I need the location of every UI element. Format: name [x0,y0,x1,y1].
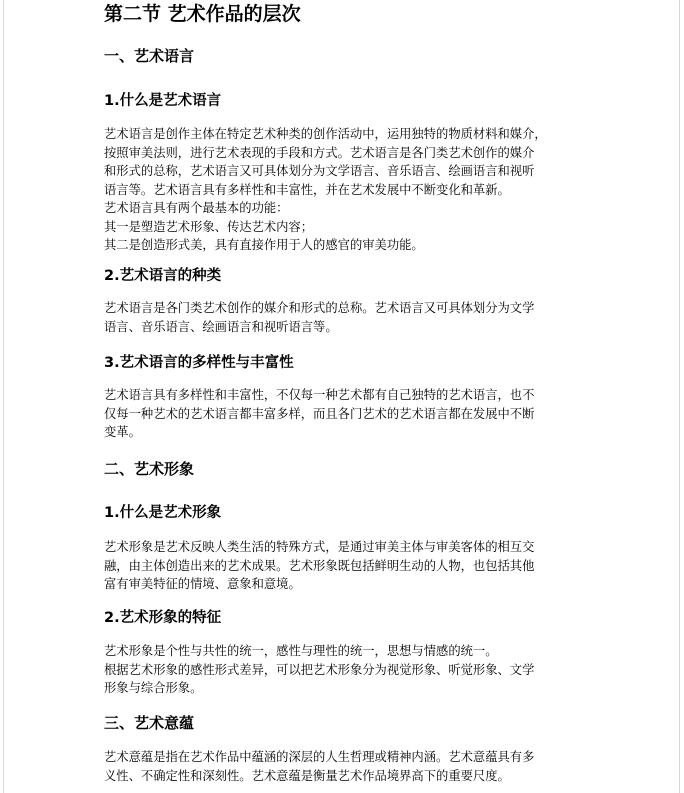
section-heading-art-image: 二、艺术形象 [104,460,195,478]
text-line: 形象与综合形象。 [104,681,203,695]
text-line: 艺术语言具有两个最基本的功能： [104,201,289,215]
page-border-left [3,0,4,793]
page-title: 第二节 艺术作品的层次 [104,3,301,25]
text-line: 仅每一种艺术的艺术语言都丰富多样，而且各门艺术的艺术语言都在发展中不断 [104,406,535,421]
page-border-right [679,0,680,793]
text-line: 按照审美法则，进行艺术表现的手段和方式。艺术语言是各门类艺术创作的媒介 [104,145,535,160]
text-line: 变革。 [104,425,141,439]
text-line: 根据艺术形象的感性形式差异，可以把艺术形象分为视觉形象、听觉形象、文学 [104,662,535,677]
text-line: 其二是创造形式美，具有直接作用于人的感官的审美功能。 [104,238,424,252]
subsection-heading-art-image-features: 2.艺术形象的特征 [104,610,222,626]
text-line: 艺术形象是个性与共性的统一，感性与理性的统一，思想与情感的统一。 [104,644,498,658]
subsection-heading-art-language-types: 2.艺术语言的种类 [104,268,222,284]
text-line: 艺术语言是各门类艺术创作的媒介和形式的总称。艺术语言又可具体划分为文学 [104,301,535,315]
text-line: 艺术语言具有多样性和丰富性，不仅每一种艺术都有自己独特的艺术语言，也不 [104,388,535,402]
text-line: 义性、不确定性和深刻性。艺术意蕴是衡量艺术作品境界高下的重要尺度。 [104,768,510,783]
text-line: 融，由主体创造出来的艺术成果。艺术形象既包括鲜明生动的人物，也包括其他 [104,558,535,573]
paragraph-art-image-features [104,642,594,698]
text-line: 语言、音乐语言、绘画语言和视听语言等。 [104,319,338,334]
paragraph-art-connotation [104,748,594,785]
text-line: 富有审美特征的情境、意象和意境。 [104,577,301,591]
paragraph-art-language-diversity [104,386,594,442]
subsection-heading-art-language-diversity: 3.艺术语言的多样性与丰富性 [104,355,294,371]
paragraph-what-is-art-image [104,538,594,594]
section-heading-art-connotation: 三、艺术意蕴 [104,714,195,732]
subsection-heading-what-is-art-language: 1.什么是艺术语言 [104,93,222,109]
text-line: 语言等。艺术语言具有多样性和丰富性，并在艺术发展中不断变化和革新。 [104,182,510,197]
text-line: 和形式的总称，艺术语言又可具体划分为文学语言、音乐语言、绘画语言和视听 [104,164,535,178]
paragraph-art-language-types [104,299,594,336]
paragraph-what-is-art-language [104,125,594,255]
section-heading-art-language: 一、艺术语言 [104,47,195,65]
text-line: 其一是塑造艺术形象、传达艺术内容； [104,219,314,234]
text-line: 艺术语言是创作主体在特定艺术种类的创作活动中，运用独特的物质材料和媒介， [104,127,547,141]
text-line: 艺术形象是艺术反映人类生活的特殊方式，是通过审美主体与审美客体的相互交 [104,540,535,554]
text-line: 艺术意蕴是指在艺术作品中蕴涵的深层的人生哲理或精神内涵。艺术意蕴具有多 [104,750,535,764]
subsection-heading-what-is-art-image: 1.什么是艺术形象 [104,505,222,521]
